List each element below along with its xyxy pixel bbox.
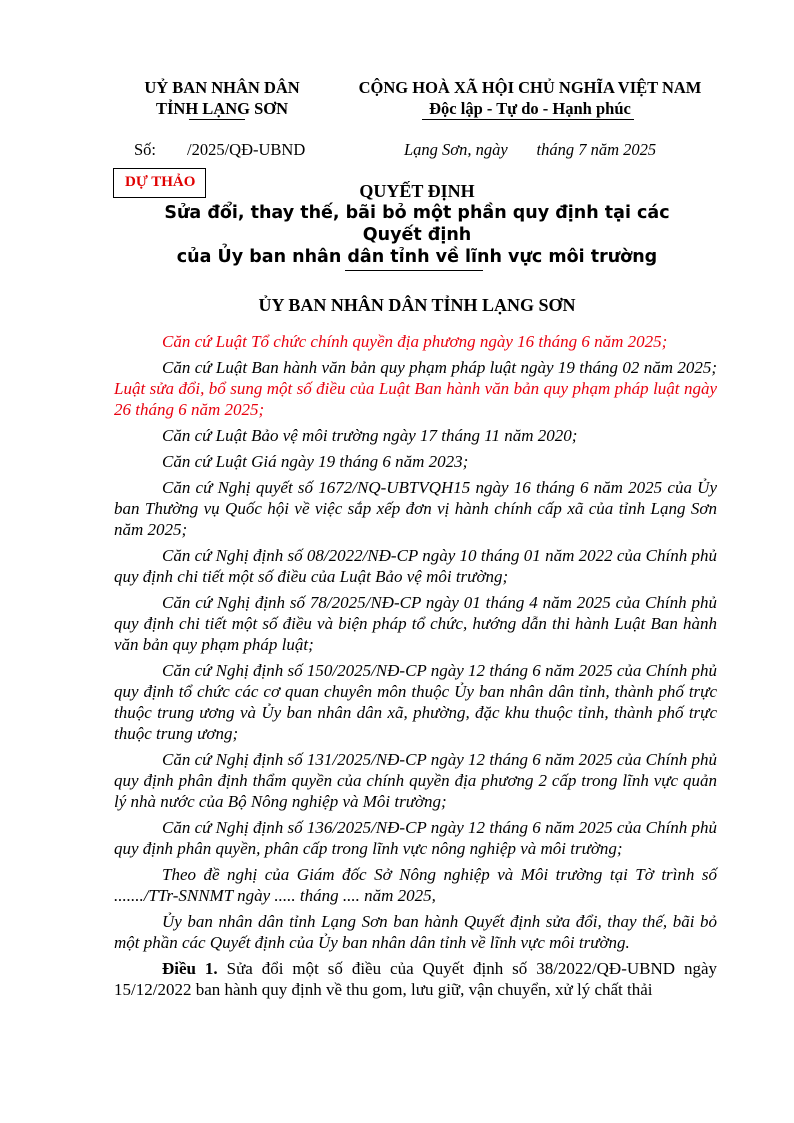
motto-underline (422, 119, 634, 120)
legal-basis-4: Căn cứ Luật Giá ngày 19 tháng 6 năm 2023; (162, 452, 469, 471)
legal-basis-3: Căn cứ Luật Bảo vệ môi trường ngày 17 tháng 11 năm 2020; (162, 426, 578, 445)
draft-stamp: DỰ THẢO (113, 168, 206, 198)
issuing-agency-line2: TỈNH LẠNG SƠN (155, 99, 289, 118)
document-number: /2025/QĐ-UBND (187, 140, 306, 159)
legal-basis-2b: Luật sửa đổi, bổ sung một số điều của Luật Ban hành văn bản quy phạm pháp luật ngày 26 tháng 6 năm 2025; (114, 379, 717, 419)
legal-basis-8: Căn cứ Nghị định số 150/2025/NĐ-CP ngày 12 tháng 6 năm 2025 của Chính phủ quy định tổ chức các cơ quan chuyên môn thuộc Ủy ban nhân dân tỉnh, thành phố trực thuộc trung ương và Ủy ban nhân dân xã, phường, đặc khu thuộc tỉnh, thành phố trực thuộc trung ương; (114, 661, 717, 743)
issuing-authority: ỦY BAN NHÂN DÂN TỈNH LẠNG SƠN (258, 295, 576, 315)
legal-basis-1: Căn cứ Luật Tổ chức chính quyền địa phương ngày 16 tháng 6 năm 2025; (162, 332, 668, 351)
article-1 (114, 958, 717, 1000)
proposal-paragraph: Theo đề nghị của Giám đốc Sở Nông nghiệp và Môi trường tại Tờ trình số ......./TTr-SNNMT ngày ..... tháng .... năm 2025, (114, 865, 717, 905)
document-subject (100, 202, 734, 268)
legal-basis-5: Căn cứ Nghị quyết số 1672/NQ-UBTVQH15 ngày 16 tháng 6 năm 2025 của Ủy ban Thường vụ Quốc hội về việc sắp xếp đơn vị hành chính cấp xã của tỉnh Lạng Sơn năm 2025; (114, 478, 717, 539)
national-motto: Độc lập - Tự do - Hạnh phúc (429, 99, 631, 118)
document-body (114, 331, 717, 1005)
issuing-agency (112, 77, 332, 119)
issuing-agency-line1: UỶ BAN NHÂN DÂN (144, 78, 300, 97)
legal-basis-7: Căn cứ Nghị định số 78/2025/NĐ-CP ngày 01 tháng 4 năm 2025 của Chính phủ quy định chi tiết một số điều và biện pháp tổ chức, hướng dẫn thi hành Luật Ban hành văn bản quy phạm pháp luật; (114, 593, 717, 654)
title-underline (345, 270, 483, 271)
place-date: Lạng Sơn, ngày tháng 7 năm 2025 (404, 140, 657, 159)
subject-line1: Sửa đổi, thay thế, bãi bỏ một phần quy định tại các (164, 203, 670, 223)
legal-basis-10: Căn cứ Nghị định số 136/2025/NĐ-CP ngày 12 tháng 6 năm 2025 của Chính phủ quy định phân quyền, phân cấp trong lĩnh vực nông nghiệp và môi trường; (114, 818, 717, 858)
legal-basis-6: Căn cứ Nghị định số 08/2022/NĐ-CP ngày 10 tháng 01 năm 2022 của Chính phủ quy định chi tiết một số điều của Luật Bảo vệ môi trường; (114, 546, 717, 586)
document-type: QUYẾT ĐỊNH (359, 181, 475, 201)
document-number-label: Số: (134, 140, 157, 159)
national-title-line1: CỘNG HOÀ XÃ HỘI CHỦ NGHĨA VIỆT NAM (358, 78, 702, 97)
subject-line3: của Ủy ban nhân dân tỉnh về lĩnh vực môi trường (176, 247, 658, 267)
decision-statement: Ủy ban nhân dân tỉnh Lạng Sơn ban hành Quyết định sửa đổi, thay thế, bãi bỏ một phần các Quyết định của Ủy ban nhân dân tỉnh về lĩnh vực môi trường. (114, 912, 717, 952)
legal-basis-9: Căn cứ Nghị định số 131/2025/NĐ-CP ngày 12 tháng 6 năm 2025 của Chính phủ quy định phân định thẩm quyền của chính quyền địa phương 2 cấp trong lĩnh vực quản lý nhà nước của Bộ Nông nghiệp và Môi trường; (114, 750, 717, 811)
article-1-label: Điều 1. (162, 959, 218, 978)
national-title (340, 77, 720, 119)
subject-line2: Quyết định (362, 225, 472, 245)
agency-underline (189, 119, 245, 120)
legal-basis-2 (114, 357, 717, 420)
legal-basis-2a: Căn cứ Luật Ban hành văn bản quy phạm pháp luật ngày 19 tháng 02 năm 2025; (162, 358, 717, 377)
article-1-text: Sửa đổi một số điều của Quyết định số 38/2022/QĐ-UBND ngày 15/12/2022 ban hành quy định về thu gom, lưu giữ, vận chuyển, xử lý chất thải (114, 959, 718, 999)
